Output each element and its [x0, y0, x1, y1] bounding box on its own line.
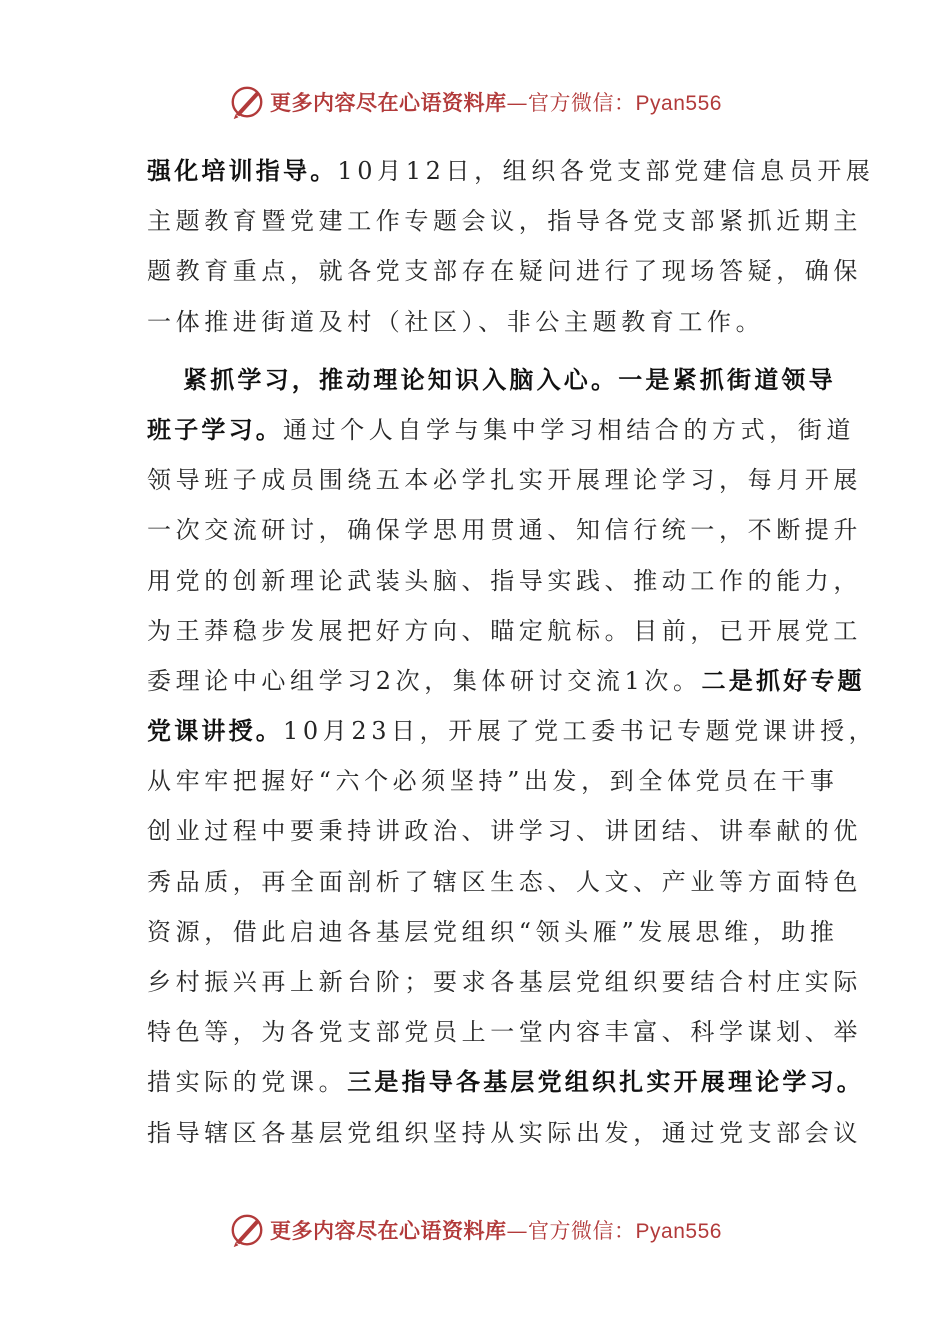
text-line [147, 957, 862, 1007]
body-text: 用党的创新理论武装头脑、指导实践、推动工作的能力， [147, 566, 862, 595]
bold-text: 二是抓好专题 [701, 665, 865, 695]
text-line [147, 656, 865, 706]
text-line [147, 405, 855, 455]
pen-logo-icon [228, 1211, 266, 1249]
text-line [147, 146, 875, 196]
watermark-brand: 更多内容尽在心语资料库 [270, 1218, 507, 1243]
text-line [147, 857, 862, 907]
text-line [147, 1057, 865, 1107]
text-line [147, 455, 862, 505]
footer-watermark [0, 1210, 950, 1250]
watermark-dash: — [506, 91, 529, 115]
body-text: 乡村振兴再上新台阶；要求各基层党组织要结合村庄实际 [147, 968, 862, 996]
body-text: 一体推进街道及村（社区）、非公主题教育工作。 [147, 307, 765, 336]
body-text: 主题教育暨党建工作专题会议，指导各党支部紧抓近期主 [147, 207, 862, 236]
watermark-wechat-id: Pyan556 [635, 92, 722, 115]
watermark-brand: 更多内容尽在心语资料库 [270, 90, 507, 115]
bold-text: 三是指导各基层党组织扎实开展理论学习。 [347, 1067, 865, 1097]
watermark-dash: — [506, 1219, 529, 1243]
document-body [147, 146, 878, 1158]
text-line [147, 246, 862, 296]
text-line [147, 556, 862, 606]
paragraph [147, 146, 875, 347]
text-line [147, 1007, 862, 1057]
body-text: 措实际的党课。 [147, 1068, 348, 1097]
body-text: 委理论中心组学习2次，集体研讨交流1次。 [147, 666, 702, 695]
body-text: 题教育重点，就各党支部存在疑问进行了现场答疑，确保 [147, 257, 862, 286]
bold-text: 紧抓学习，推动理论知识入脑入心。一是紧抓街道领导 [183, 364, 836, 394]
body-text: 通过个人自学与集中学习相结合的方式，街道 [283, 415, 855, 444]
body-text: 为王莽稳步发展把好方向、瞄定航标。目前，已开展党工 [147, 616, 862, 645]
pen-logo-icon [228, 83, 266, 121]
paragraph-gap [147, 347, 807, 355]
watermark-wechat-label: 官方微信： [528, 91, 636, 115]
text-line [147, 756, 839, 806]
text-line [147, 297, 807, 347]
body-text: 从牢牢把握好“六个必须坚持”出发，到全体党员在干事 [147, 767, 839, 796]
body-text: 领导班子成员围绕五本必学扎实开展理论学习，每月开展 [147, 466, 862, 495]
paragraph [147, 355, 878, 1158]
watermark-wechat-id: Pyan556 [635, 1220, 722, 1243]
header-watermark [0, 82, 950, 122]
body-text: 一次交流研讨，确保学思用贯通、知信行统一，不断提升 [147, 516, 862, 545]
watermark-wechat-label: 官方微信： [528, 1219, 636, 1243]
bold-text: 班子学习。 [147, 414, 283, 444]
text-line [147, 1108, 862, 1158]
watermark-text [270, 1215, 722, 1245]
text-line [147, 907, 839, 957]
body-text: 10月23日，开展了党工委书记专题党课讲授， [283, 717, 878, 746]
text-line [147, 606, 862, 656]
watermark-text [270, 87, 722, 117]
bold-text: 强化培训指导。 [147, 156, 338, 185]
body-text: 特色等，为各党支部党员上一堂内容丰富、科学谋划、举 [147, 1018, 862, 1047]
body-text: 资源，借此启迪各基层党组织“领头雁”发展思维，助推 [147, 917, 839, 946]
text-line [147, 806, 862, 856]
bold-text: 党课讲授。 [147, 716, 283, 746]
body-text: 指导辖区各基层党组织坚持从实际出发，通过党支部会议 [147, 1118, 862, 1147]
text-line [147, 196, 862, 246]
body-text: 10月12日，组织各党支部党建信息员开展 [337, 157, 875, 185]
body-text: 创业过程中要秉持讲政治、讲学习、讲团结、讲奉献的优 [147, 817, 862, 846]
text-line [147, 706, 878, 756]
text-line [147, 355, 836, 405]
text-line [147, 505, 862, 555]
body-text: 秀品质，再全面剖析了辖区生态、人文、产业等方面特色 [147, 867, 862, 896]
